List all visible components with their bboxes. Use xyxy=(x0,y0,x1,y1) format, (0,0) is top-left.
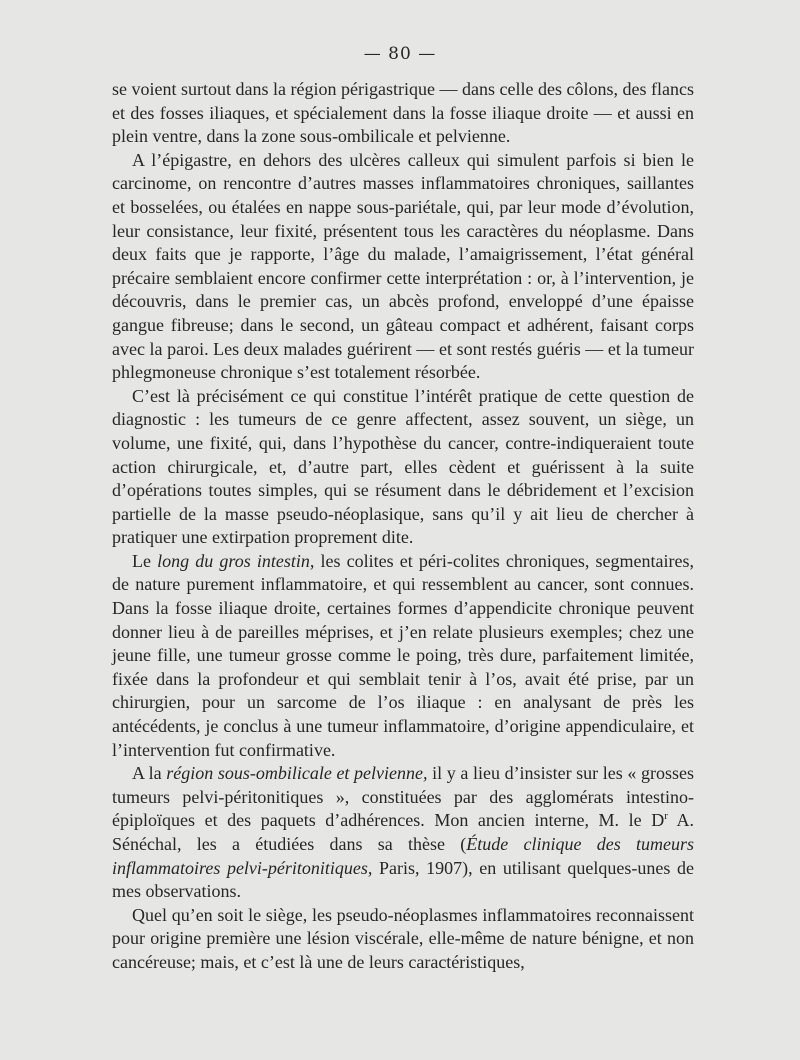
italic-text: région sous-ombilicale et pelvienne, xyxy=(166,763,428,784)
text-run: A l’épigastre, en dehors des ulcères calleux qui simulent parfois si bien le carcinome, on rencontre d’autres masses inflammatoires chroniques, saillantes et bosselées, ou étalées en nappe sous-pariétale, qui, par leur mode d’évolution, leur consistance, leur fixité, présentent tous les caractères du néoplasme. Dans deux faits que je rapporte, l’âge du malade, l’amaigrissement, l’état général précaire semblaient encore confirmer cette interprétation : or, à l’intervention, je découvris, dans le premier cas, un abcès profond, enveloppé d’une épaisse gangue fibreuse; dans le second, un gâteau compact et adhérent, faisant corps avec la paroi. Les deux malades guérirent — et sont restés guéris — et la tumeur phlegmoneuse chronique s’est totalement résorbée. xyxy=(112,149,694,383)
text-run: A la xyxy=(132,763,167,784)
text-run: A. Sénéchal, les a étudiées dans sa thèse ( xyxy=(112,810,694,854)
paragraph xyxy=(112,904,694,975)
paragraph xyxy=(112,385,694,550)
page-number: — 80 — xyxy=(363,44,437,64)
text-run: C’est là précisément ce qui constitue l’intérêt pratique de cette question de diagnostic : les tumeurs de ce genre affectent, assez souvent, un siège, un volume, une fixité, qui, dans l’hypothèse du cancer, contre-indiqueraient toute action chirurgicale, et, d’autre part, elles cèdent et guérissent à la suite d’opérations toutes simples, qui se résument dans le débridement et l’excision partielle de la masse pseudo-néoplasique, sans qu’il y ait lieu de chercher à pratiquer une extirpation proprement dite. xyxy=(112,385,694,548)
paragraph xyxy=(112,149,694,385)
superscript-text: r xyxy=(664,810,668,823)
text-run: Quel qu’en soit le siège, les pseudo-néoplasmes inflammatoires reconnaissent pour origine première une lésion viscérale, elle-même de nature bénigne, et non cancéreuse; mais, et c’est là une de leurs caractéristiques, xyxy=(112,904,694,972)
text-run: Paris, 1907), en utilisant quelques-unes de mes observations. xyxy=(112,857,694,902)
text-run: les colites et péri-colites chroniques, segmentaires, de nature purement inflammatoire, et qui ressemblent au cancer, sont connues. Dans la fosse iliaque droite, certaines formes d’appendicite chronique peuvent donner lieu à de pareilles méprises, et j’en relate plusieurs exemples; chez une jeune fille, une tumeur grosse comme le poing, très dure, parfaitement limitée, fixée dans la profondeur et qui semblait tenir à l’os, avait été prise, par un chirurgien, pour un sarcome de l’os iliaque : en analysant de près les antécédents, je conclus à une tumeur inflammatoire, d’origine appendiculaire, et l’intervention fut confirmative. xyxy=(112,550,695,760)
body-text xyxy=(112,78,694,975)
italic-text: long du gros intestin, xyxy=(157,550,315,571)
text-run: il y a lieu d’insister sur les « grosses tumeurs pelvi-péritonitiques », constituées par des agglomérats intestino-épiploïques et des paquets d’adhérences. Mon ancien interne, M. le D xyxy=(112,763,695,831)
paragraph xyxy=(112,762,694,904)
paragraph xyxy=(112,78,694,149)
italic-text: Étude clinique des tumeurs inflammatoires pelvi-péritonitiques, xyxy=(112,834,694,878)
text-run: Le xyxy=(132,550,158,571)
text-run: se voient surtout dans la région périgastrique — dans celle des côlons, des flancs et des fosses iliaques, et spécialement dans la fosse iliaque droite — et aussi en plein ventre, dans la zone sous-ombilicale et pelvienne. xyxy=(112,79,694,147)
paragraph xyxy=(112,550,694,762)
